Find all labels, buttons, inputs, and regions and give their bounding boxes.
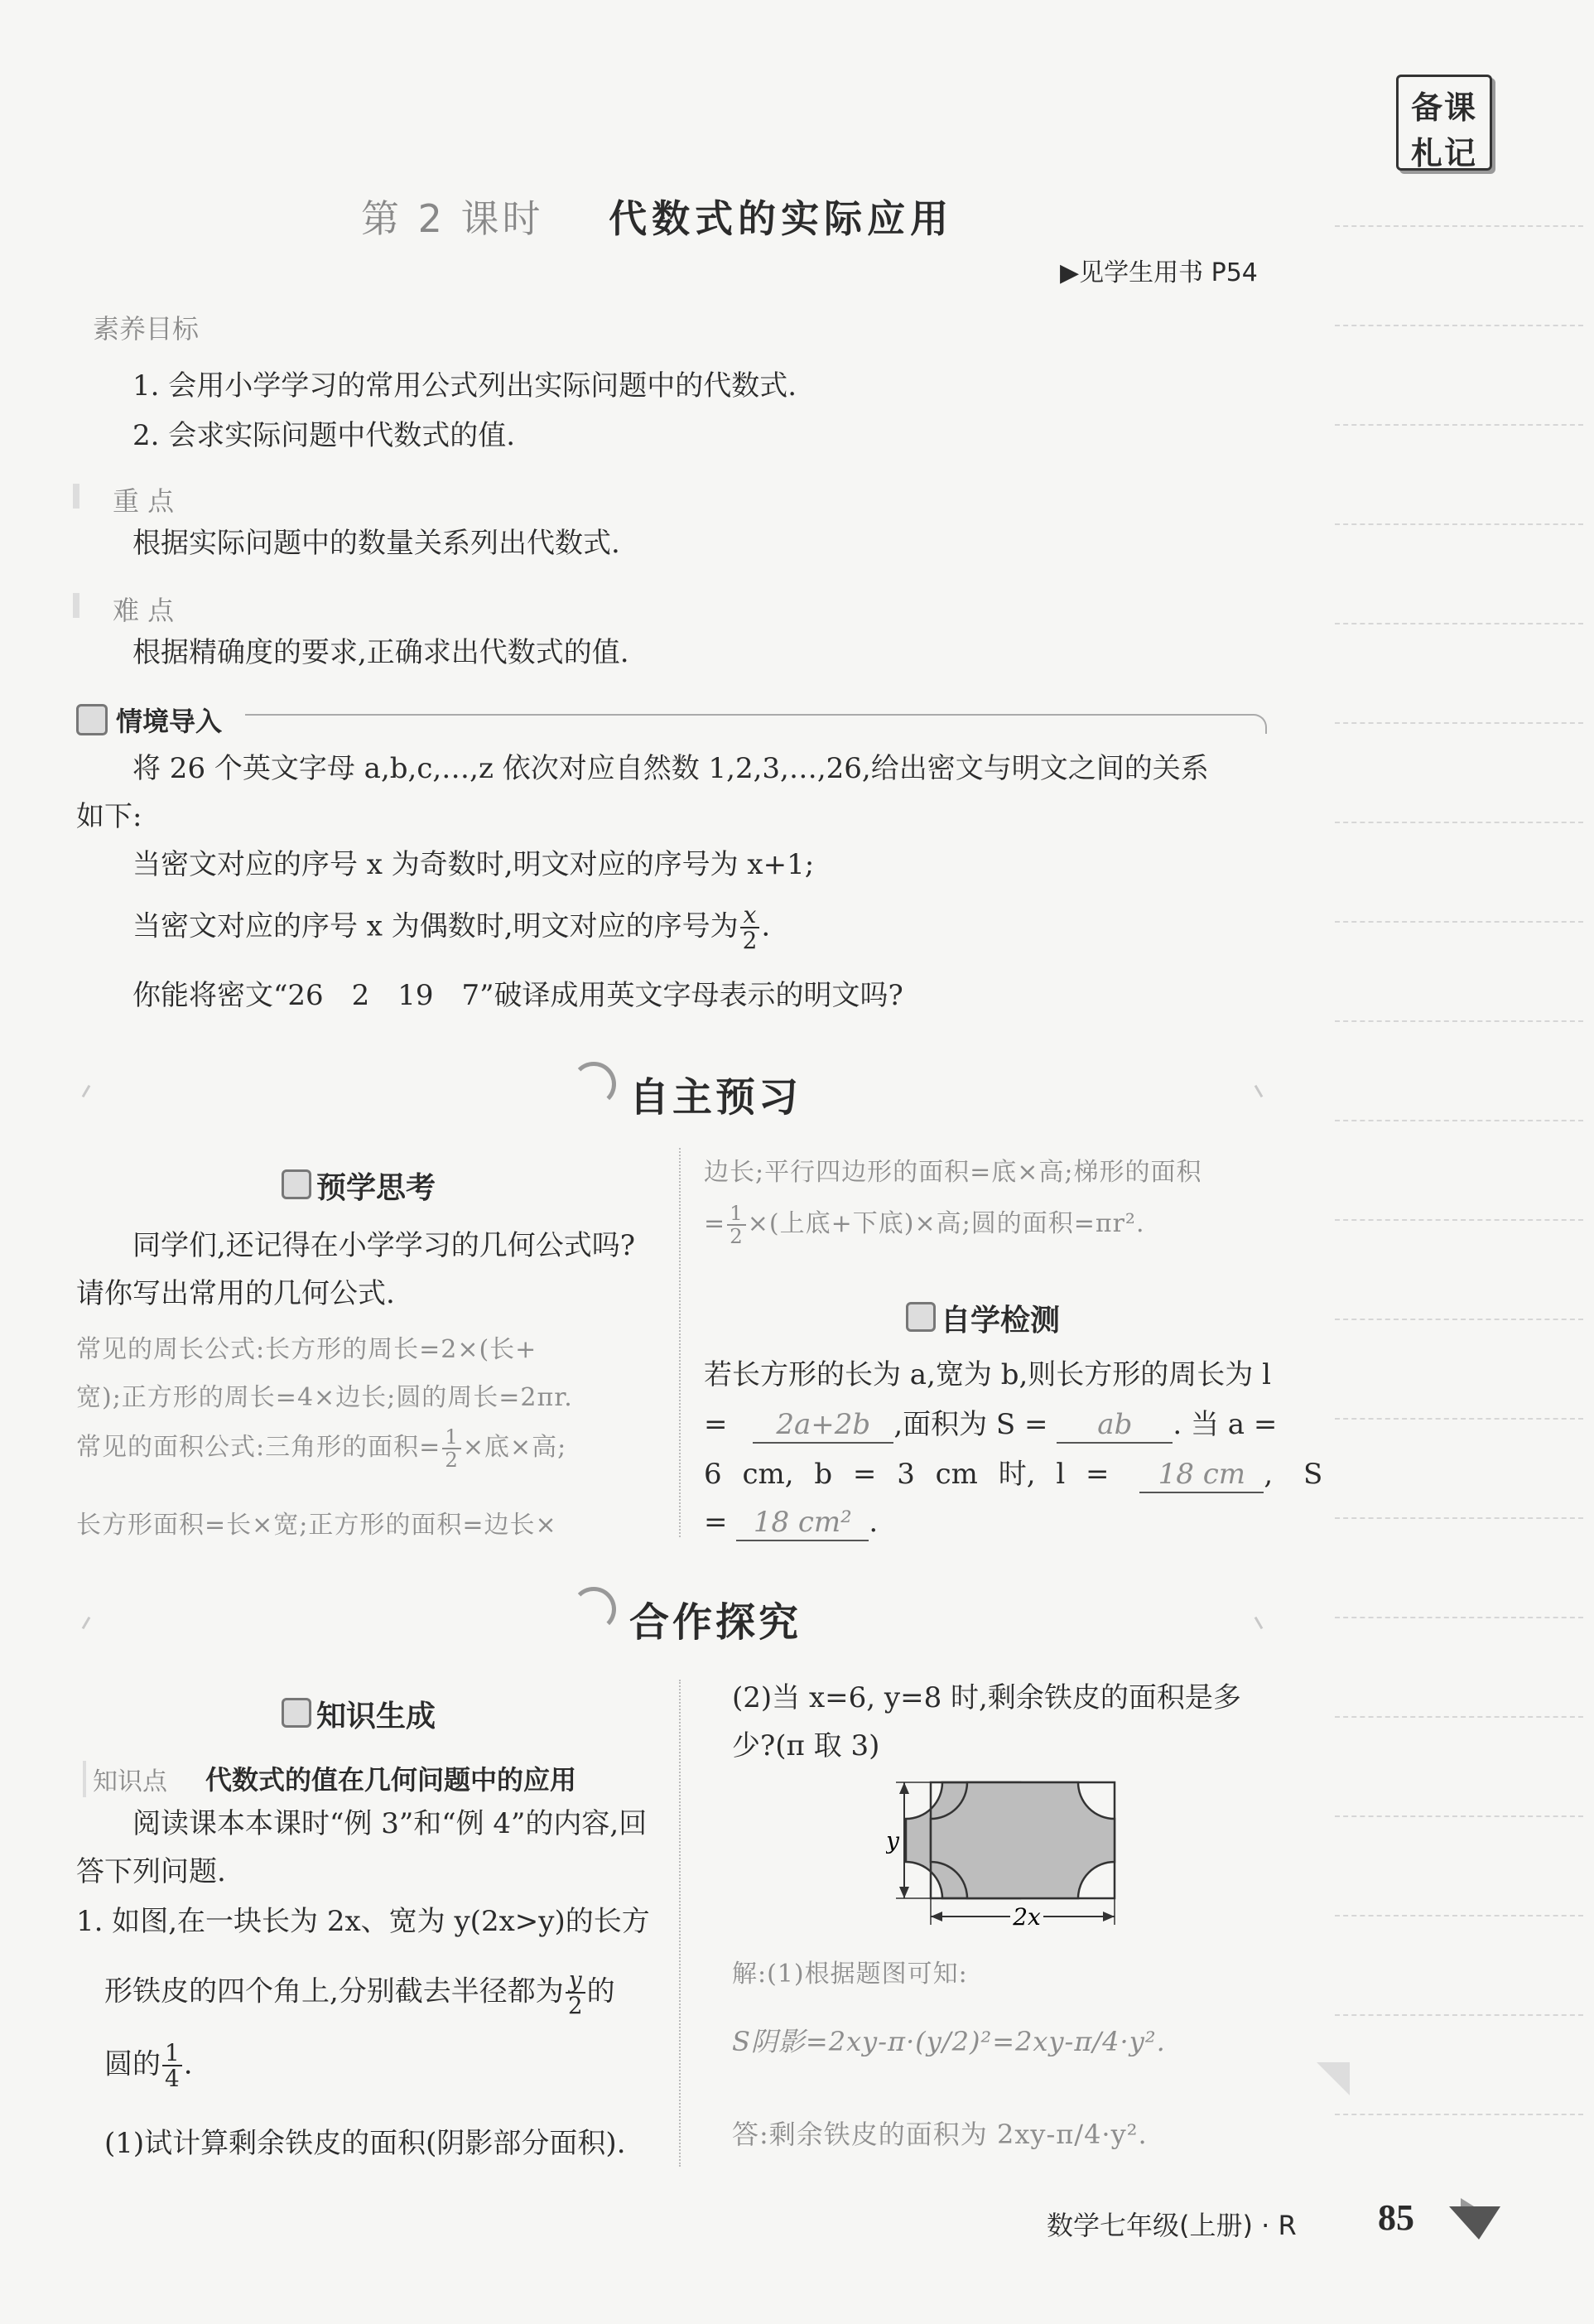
goal-item-1: 1. 会用小学学习的常用公式列出实际问题中的代数式. — [132, 369, 797, 403]
selfcheck-line-1: 若长方形的长为 a,宽为 b,则长方形的周长为 l — [704, 1358, 1271, 1391]
selfcheck-line-4 — [704, 1506, 878, 1541]
preview-heading: 预学思考 — [316, 1171, 436, 1205]
goals-heading: 素养目标 — [93, 313, 200, 345]
question-1-line-3 — [104, 2041, 193, 2091]
knowledge-read-1: 阅读课本本课时“例 3”和“例 4”的内容,回 — [132, 1807, 648, 1840]
knowledge-tag-title: 代数式的值在几何问题中的应用 — [205, 1764, 577, 1796]
selfcheck-s-eq: = — [704, 1506, 728, 1539]
question-1-line-2 — [104, 1968, 615, 2018]
preview-line-1: 同学们,还记得在小学学习的几何公式吗? — [132, 1229, 636, 1262]
key-point-heading: 重 点 — [113, 485, 175, 517]
intro-line-4-text: 当密文对应的序号 x 为偶数时,明文对应的序号为 — [132, 909, 739, 943]
intro-rule — [245, 714, 1267, 734]
lesson-prefix: 第 2 课时 — [361, 196, 544, 241]
intro-line-4 — [132, 903, 770, 953]
column-divider-2 — [679, 1680, 681, 2167]
selfcheck-end: . — [869, 1506, 879, 1539]
section2-left-bar — [82, 1617, 91, 1629]
blank-area-value: 18 cm² — [736, 1506, 869, 1541]
preview-fraction-2 — [727, 1203, 746, 1247]
page-number: 85 — [1378, 2197, 1414, 2238]
solution-heading: 解:(1)根据题图可知: — [732, 1960, 968, 1989]
selfcheck-l-eq: = — [704, 1408, 728, 1441]
knowledge-icon — [282, 1698, 311, 1728]
notes-badge — [1396, 75, 1492, 171]
preview-answer-3-end: ×底×高; — [462, 1433, 567, 1462]
question-1-line-3-end: . — [183, 2047, 193, 2081]
question-1-part-1: (1)试计算剩余铁皮的面积(阴影部分面积). — [104, 2127, 626, 2160]
footer-book: 数学七年级(上册) · R — [1047, 2210, 1297, 2241]
intro-icon — [76, 704, 108, 735]
column-divider-1 — [679, 1148, 681, 1537]
section2-title: 合作探究 — [629, 1599, 802, 1646]
y-arrow-down-icon — [899, 1887, 909, 1898]
selfcheck-line-2 — [704, 1408, 1277, 1444]
preview-fraction-1 — [442, 1426, 461, 1471]
notes-badge-line2: 札记 — [1410, 135, 1477, 171]
selfcheck-mid-1: ,面积为 S = — [893, 1408, 1048, 1441]
preview-answer-6-end: ×(上底+下底)×高;圆的面积=πr². — [747, 1209, 1145, 1238]
x-arrow-right-icon — [1103, 1912, 1115, 1921]
preview-answer-6-eq: = — [704, 1209, 726, 1238]
x-arrow-left-icon — [931, 1912, 942, 1921]
section1-left-bar — [82, 1085, 91, 1097]
knowledge-heading: 知识生成 — [316, 1700, 436, 1733]
part-2-line-2: 少?(π 取 3) — [732, 1729, 880, 1762]
knowledge-tag: 知识点 — [83, 1761, 167, 1797]
knowledge-read-2: 答下列问题. — [76, 1855, 226, 1888]
preview-frac1-den: 2 — [445, 1448, 459, 1472]
footer-arrow-icon — [1446, 2195, 1504, 2244]
q1-frac1-num: y — [566, 1968, 585, 1994]
intro-line-1: 将 26 个英文字母 a,b,c,…,z 依次对应自然数 1,2,3,…,26,给出密文与明文之间的关系 — [132, 752, 1209, 785]
intro-fraction — [740, 903, 760, 953]
question-1-fraction-2 — [162, 2041, 182, 2091]
intro-line-3: 当密文对应的序号 x 为奇数时,明文对应的序号为 x+1; — [132, 848, 815, 881]
key-point-text: 根据实际问题中的数量关系列出代数式. — [132, 527, 620, 560]
solution-formula: S阴影=2xy-π·(y/2)²=2xy-π/4·y². — [732, 2026, 1166, 2057]
intro-line-2: 如下: — [76, 800, 142, 833]
intro-heading: 情境导入 — [116, 706, 223, 737]
question-1-fraction-1 — [566, 1968, 585, 2018]
preview-answer-1: 常见的周长公式:长方形的周长=2×(长+ — [76, 1335, 537, 1364]
intro-line-4-end: . — [761, 909, 771, 943]
preview-frac2-num: 1 — [727, 1203, 746, 1226]
section1-title: 自主预习 — [629, 1074, 802, 1121]
section1-icon — [571, 1062, 616, 1107]
preview-answer-5: 边长;平行四边形的面积=底×高;梯形的面积 — [704, 1158, 1202, 1187]
goal-item-2: 2. 会求实际问题中代数式的值. — [132, 419, 516, 452]
preview-frac1-num: 1 — [442, 1426, 461, 1449]
section2-right-bar — [1254, 1617, 1264, 1629]
question-1-line-2-text: 形铁皮的四个角上,分别截去半径都为 — [104, 1974, 564, 2008]
selfcheck-mid-2: . 当 a = — [1173, 1408, 1278, 1441]
preview-answer-6 — [704, 1203, 1144, 1247]
preview-icon — [282, 1169, 311, 1199]
figure-rectangle — [886, 1772, 1134, 1938]
triangle-icon: ▶ — [1060, 258, 1080, 287]
preview-line-2: 请你写出常用的几何公式. — [76, 1277, 395, 1310]
blank-area: ab — [1057, 1408, 1173, 1444]
question-1-line-2-end: 的 — [586, 1974, 615, 2008]
section1-right-bar — [1254, 1085, 1264, 1097]
intro-line-5: 你能将密文“26 2 19 7”破译成用英文字母表示的明文吗? — [132, 979, 903, 1012]
question-1-line-1: 1. 如图,在一块长为 2x、宽为 y(2x>y)的长方 — [76, 1905, 650, 1938]
fig-label-x: 2x — [1013, 1903, 1041, 1931]
notes-badge-line1: 备课 — [1410, 89, 1477, 126]
blank-perimeter-value: 18 cm — [1139, 1458, 1264, 1493]
q1-frac1-den: 2 — [567, 1992, 583, 2020]
selfcheck-heading: 自学检测 — [941, 1304, 1061, 1338]
preview-answer-2: 宽);正方形的周长=4×边长;圆的周长=2πr. — [76, 1383, 573, 1412]
intro-frac-num: x — [740, 903, 760, 928]
q1-frac2-den: 4 — [165, 2065, 180, 2093]
solution-answer: 答:剩余铁皮的面积为 2xy-π/4·y². — [732, 2119, 1148, 2150]
lesson-name: 代数式的实际应用 — [609, 196, 954, 241]
selfcheck-line-3 — [704, 1458, 1322, 1493]
preview-answer-3-text: 常见的面积公式:三角形的面积= — [76, 1433, 441, 1462]
selfcheck-line-3-text: 6 cm, b = 3 cm 时, l = — [704, 1458, 1110, 1491]
selfcheck-line-3-end: , S — [1264, 1458, 1323, 1491]
section2-icon — [571, 1587, 616, 1632]
difficult-point-text: 根据精确度的要求,正确求出代数式的值. — [132, 636, 629, 669]
part-2-line-1: (2)当 x=6, y=8 时,剩余铁皮的面积是多 — [732, 1681, 1241, 1714]
see-ref — [1060, 258, 1258, 288]
q1-frac2-num: 1 — [162, 2041, 182, 2066]
corner-decoration — [1317, 2062, 1350, 2095]
preview-frac2-den: 2 — [730, 1224, 744, 1248]
fig-label-y: y — [886, 1827, 899, 1854]
blank-perimeter: 2a+2b — [753, 1408, 893, 1444]
preview-answer-4: 长方形面积=长×宽;正方形的面积=边长× — [76, 1511, 557, 1540]
key-point-marker — [73, 484, 79, 509]
question-1-line-3-text: 圆的 — [104, 2047, 161, 2081]
y-arrow-up-icon — [899, 1782, 909, 1794]
lesson-title — [361, 189, 953, 243]
selfcheck-icon — [906, 1302, 936, 1332]
difficult-point-heading: 难 点 — [113, 595, 175, 626]
intro-frac-den: 2 — [742, 927, 758, 955]
preview-answer-3 — [76, 1426, 566, 1471]
see-ref-text: 见学生用书 P54 — [1079, 258, 1258, 287]
difficult-point-marker — [73, 593, 79, 618]
